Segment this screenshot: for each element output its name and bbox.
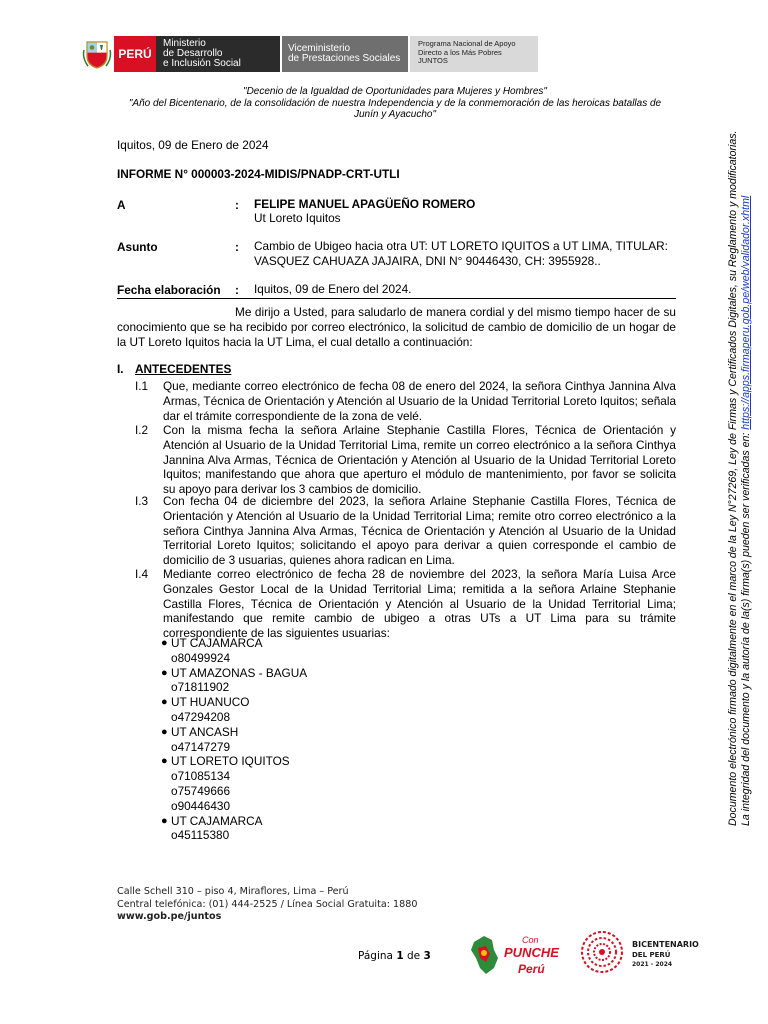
bullet-icon: ● (161, 666, 168, 679)
list-item: ● UT CAJAMARCA (161, 636, 263, 650)
item-text: Con fecha 04 de diciembre del 2023, la señora Arlaine Stephanie Castilla Flores, Técnica de Orientación y Atención al Usuario de la Unidad Territorial Lima; remite otro correo electrónico a la señora Cinthya Jannina Alva Armas, Técnica de Orientación y Atención al Usuario de la Unidad Territorial Loreto Iquitos; solicitando el apoyo para derivar a quien corresponde el cambio de domicilio de 3 usuarias, quienes ahora radican en Lima. (163, 494, 676, 568)
bullet-icon: ● (161, 637, 168, 649)
recipient-name: FELIPE MANUEL APAGÜEÑO ROMERO (254, 197, 476, 211)
footer-phone: Central telefónica: (01) 444-2525 / Línea Social Gratuita: 1880 (117, 898, 418, 910)
list-item: ● UT HUANUCO (161, 695, 250, 710)
program-name: Programa Nacional de Apoyo Directo a los Más Pobres JUNTOS (410, 36, 538, 72)
page-number: Página 1 de 3 (358, 950, 431, 962)
item-text: Mediante correo electrónico de fecha 28 de noviembre del 2023, la señora María Luisa Arce Gonzales Gestor Local de la Unidad Territorial Lima; remitida a la señora Arlaine Stephanie Castilla Flores, Técnica de Orientación y Atención al Usuario de la Unidad Territorial Lima; manifestando que remite cambio de ubigeo a otras UTs a UT Lima para su trámite correspondiente de las siguientes usuarias: (163, 567, 676, 641)
list-subitem: o45115380 (171, 828, 230, 843)
item-number: I.2 (135, 423, 149, 437)
divider (117, 298, 676, 299)
report-title: INFORME N° 000003-2024-MIDIS/PNADP-CRT-UTLI (117, 167, 400, 181)
recipient-unit: Ut Loreto Iquitos (254, 211, 341, 225)
viceministry-name: Viceministerio de Prestaciones Sociales (282, 36, 408, 72)
section-number: I. (117, 362, 124, 376)
date-value: Iquitos, 09 de Enero del 2024. (254, 282, 412, 296)
footer-address: Calle Schell 310 – piso 4, Miraflores, Lima – Perú (117, 886, 349, 897)
list-subitem: o71085134 (171, 769, 231, 784)
svg-text:DEL PERÚ: DEL PERÚ (632, 951, 671, 959)
bullet-icon: ● (161, 696, 168, 709)
place-date: Iquitos, 09 de Enero de 2024 (117, 138, 269, 152)
list-item: ● UT ANCASH (161, 724, 239, 739)
list-subitem: o47147279 (171, 739, 231, 754)
ministry-name: Ministerio de Desarrollo e Inclusión Social (156, 36, 280, 72)
coat-of-arms-icon (80, 36, 114, 72)
item-number: I.3 (135, 494, 149, 508)
section-title: ANTECEDENTES (135, 362, 232, 376)
validator-link[interactable]: https://apps.firmaperu.gob.pe/web/validador.xhtml (740, 195, 752, 430)
colon: : (235, 240, 239, 254)
ut-list (161, 636, 307, 843)
svg-text:PUNCHE: PUNCHE (504, 945, 559, 960)
list-item: ● UT CAJAMARCA (161, 813, 263, 828)
item-number: I.4 (135, 567, 149, 581)
digital-signature-note: Documento electrónico firmado digitalmente en el marco de la Ley N°27269, Ley de Firmas y Certificados Digitales, su Reglamento y modificatorias. La integridad del documento y la autoría de la(s) firma(s) pueden ser verificadas en: https://apps.firmaperu.gob.pe/web/validador.xhtml (727, 130, 752, 826)
bullet-icon: ● (161, 725, 168, 738)
list-subitem: o71811902 (171, 680, 230, 695)
colon: : (235, 198, 239, 212)
peru-label: PERÚ (114, 36, 156, 72)
item-text: Con la misma fecha la señora Arlaine Stephanie Castilla Flores, Técnica de Orientación y Atención al Usuario de la Unidad Territorial Lima, remite un correo electrónico a la señora Cinthya Jannina Alva Armas, Técnica de Orientación y Atención al Usuario de la Unidad Territorial Loreto Iquitos; manifestando que ahora que aperturo el módulo de mantenimiento, por favor se solicita su apoyo para derivar los 3 cambios de domicilio. (163, 423, 676, 497)
intro-paragraph: Me dirijo a Usted, para saludarlo de manera cordial y del mismo tiempo hacer de su conocimiento que se ha recibido por correo electrónico, la solicitud de cambio de domicilio de un hogar de la UT Loreto Iquitos hacia la UT Lima, el cual detallo a continuación: (117, 305, 676, 349)
list-subitem: o90446430 (171, 798, 231, 813)
footer-web[interactable]: www.gob.pe/juntos (117, 911, 222, 922)
svg-text:Perú: Perú (518, 962, 545, 976)
bicentenario-logo (578, 927, 708, 977)
list-subitem: o80499924 (171, 650, 231, 665)
item-text: Que, mediante correo electrónico de fecha 08 de enero del 2024, la señora Cinthya Jannina Alva Armas, Técnica de Orientación y Atención al Usuario de la Unidad Territorial Loreto Iquitos; señala dar el trámite correspondiente de la zona de velé. (163, 379, 677, 423)
subject-line-1: Cambio de Ubigeo hacia otra UT: UT LORETO IQUITOS a UT LIMA, TITULAR: (254, 239, 668, 253)
to-label: A (117, 198, 126, 212)
list-item: ● UT LORETO IQUITOS (161, 754, 290, 769)
svg-text:2021 - 2024: 2021 - 2024 (632, 961, 673, 968)
institutional-header (80, 36, 538, 72)
list-subitem: o47294208 (171, 709, 231, 724)
subject-line-2: VASQUEZ CAHUAZA JAJAIRA, DNI N° 90446430, CH: 3955928.. (254, 254, 601, 268)
date-label: Fecha elaboración (117, 283, 221, 297)
con-punche-peru-logo (468, 928, 566, 980)
bullet-icon: ● (161, 755, 168, 768)
subject-label: Asunto (117, 240, 158, 254)
colon: : (235, 283, 239, 297)
footer-contact (117, 886, 417, 924)
item-number: I.1 (135, 379, 149, 393)
list-subitem: o75749666 (171, 783, 231, 798)
svg-text:BICENTENARIO: BICENTENARIO (632, 940, 699, 949)
bullet-icon: ● (161, 814, 168, 827)
list-item: ● UT AMAZONAS - BAGUA (161, 665, 308, 680)
svg-text:Con: Con (522, 935, 539, 945)
decree-quote: "Decenio de la Igualdad de Oportunidades para Mujeres y Hombres" "Año del Bicentenario, de la consolidación de nuestra Independencia y de la conmemoración de las heroicas batallas de Junín y Ayacucho" (128, 86, 662, 120)
